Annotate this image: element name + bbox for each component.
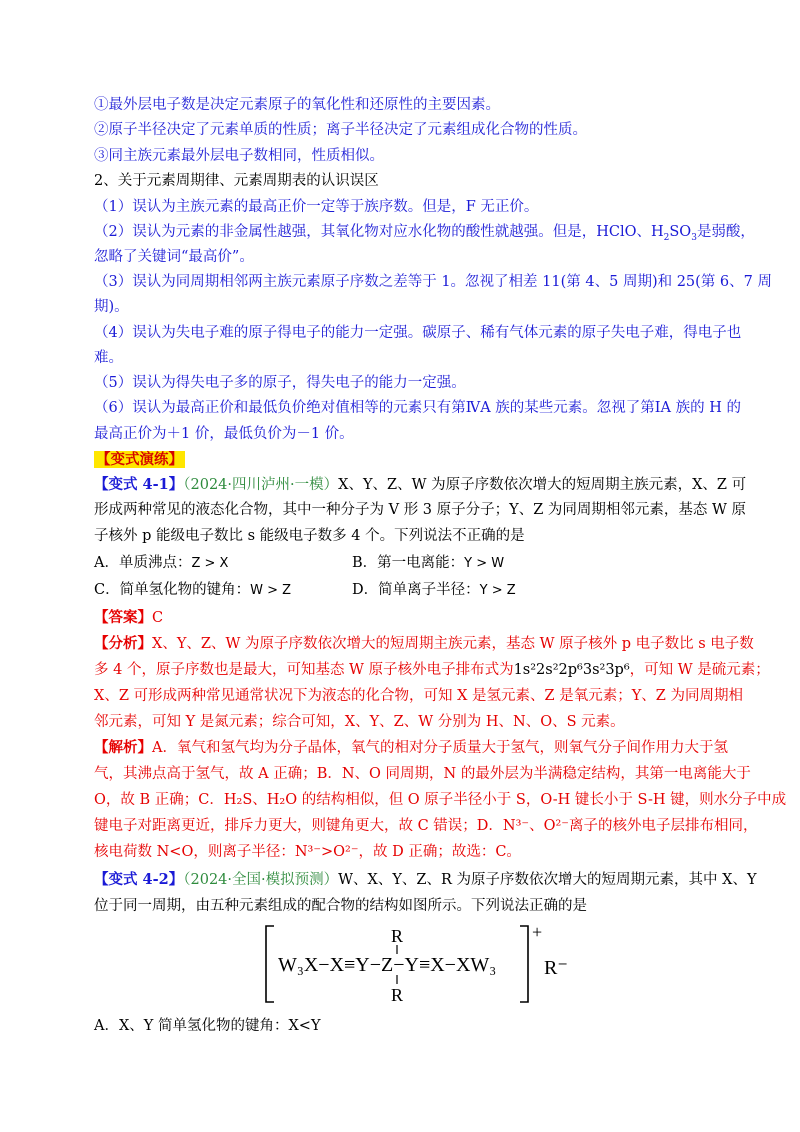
explanation-line-2: 气，其沸点高于氢气，故 A 正确；B．N、O 同周期，N 的最外层为半满稳定结构，其第一电离能大于 bbox=[94, 766, 751, 782]
intro-line-3: ③同主族元素最外层电子数相同，性质相似。 bbox=[94, 148, 384, 164]
complex-structure-formula bbox=[260, 918, 580, 1008]
intro-line-1: ①最外层电子数是决定元素原子的氧化性和还原性的主要因素。 bbox=[94, 97, 500, 113]
question-4-2-line-2: 位于同一周期，由五种元素组成的配合物的结构如图所示。下列说法正确的是 bbox=[94, 898, 587, 914]
misconception-2-line-2: 忽略了关键词“最高价”。 bbox=[94, 249, 254, 265]
question-4-1-line-3: 子核外 p 能级电子数比 s 能级电子数多 4 个。下列说法不正确的是 bbox=[94, 528, 525, 544]
ligand-chain: W₃X−X≡Y−Z−Y≡X−XW₃ bbox=[278, 954, 497, 976]
question-4-1-tag: 【变式 4-1】 bbox=[94, 476, 184, 493]
misconception-3-line-1: （3）误认为同周期相邻两主族元素原子序数之差等于 1。忽视了相差 11(第 4、5 周期)和 25(第 6、7 周 bbox=[94, 274, 772, 290]
analysis-line-2: 多 4 个，原子序数也是最大，可知基态 W 原子核外电子排布式为1s²2s²2p⁶3s²3p⁶，可知 W 是硫元素； bbox=[94, 662, 770, 678]
question-4-1-source: （2024·四川泸州·一模） bbox=[183, 477, 339, 493]
question-4-2-source: （2024·全国·模拟预测） bbox=[183, 872, 339, 888]
misconception-1: （1）误认为主族元素的最高正价一定等于族序数。但是，F 无正价。 bbox=[94, 199, 539, 215]
practice-heading: 【变式演练】 bbox=[96, 451, 183, 468]
option-c: C．简单氢化物的键角：W > Z bbox=[94, 582, 292, 598]
misconception-4-line-1: （4）误认为失电子难的原子得电子的能力一定强。碳原子、稀有气体元素的原子失电子难，得电子也 bbox=[94, 325, 742, 341]
analysis-line-4: 邻元素，可知 Y 是氮元素；综合可知，X、Y、Z、W 分别为 H、N、O、S 元素。 bbox=[94, 714, 625, 730]
option-d: D．简单离子半径：Y > Z bbox=[352, 582, 516, 598]
misconception-4-line-2: 难。 bbox=[94, 350, 123, 366]
explanation-line-5: 核电荷数 N<O，则离子半径：N³⁻>O²⁻，故 D 正确；故选：C。 bbox=[94, 844, 521, 860]
question-4-2-tag: 【变式 4-2】 bbox=[94, 871, 184, 888]
misconception-3-line-2: 期)。 bbox=[94, 299, 129, 315]
answer: 【答案】C bbox=[94, 609, 164, 626]
misconception-2-line-1: （2）误认为元素的非金属性越强，其氧化物对应水化物的酸性就越强。但是，HClO、$H_2SO_3$是弱酸， bbox=[94, 224, 755, 243]
option-b: B．第一电离能：Y > W bbox=[352, 555, 505, 571]
option-a: A．单质沸点：Z > X bbox=[94, 555, 229, 571]
misconception-6-line-2: 最高正价为＋1 价，最低负价为－1 价。 bbox=[94, 426, 354, 442]
electron-config: 1s²2s²2p⁶3s²3p⁶ bbox=[513, 662, 630, 678]
misconception-5: （5）误认为得失电子多的原子，得失电子的能力一定强。 bbox=[94, 375, 466, 391]
question-4-2-line-1: 【变式 4-2】（2024·全国·模拟预测）W、X、Y、Z、R 为原子序数依次增大的短周期元素，其中 X、Y bbox=[94, 871, 757, 888]
explanation-line-3: O，故 B 正确；C．H₂S、H₂O 的结构相似，但 O 原子半径小于 S，O-H 键长小于 S-H 键，则水分子中成 bbox=[94, 792, 787, 808]
explanation-line-1: 【解析】A．氧气和氢气均为分子晶体，氧气的相对分子质量大于氢气，则氧气分子间作用力大于氢 bbox=[94, 739, 728, 756]
r-bottom: R bbox=[391, 985, 404, 1005]
complex-charge: + bbox=[532, 922, 543, 942]
misconception-6-line-1: （6）误认为最高正价和最低负价绝对值相等的元素只有第ⅣA 族的某些元素。忽视了第ⅠA 族的 H 的 bbox=[94, 400, 741, 416]
analysis-line-1: 【分析】X、Y、Z、W 为原子序数依次增大的短周期主族元素，基态 W 原子核外 p 电子数比 s 电子数 bbox=[94, 635, 754, 652]
explanation-line-4: 键电子对距离更近，排斥力更大，则键角更大，故 C 错误；D．N³⁻、O²⁻离子的核外电子层排布相同， bbox=[94, 818, 758, 834]
question-4-1-line-2: 形成两种常见的液态化合物，其中一种分子为 V 形 3 原子分子；Y、Z 为同周期相邻元素，基态 W 原 bbox=[94, 502, 747, 518]
r-top: R bbox=[391, 926, 404, 946]
intro-line-2: ②原子半径决定了元素单质的性质；离子半径决定了元素组成化合物的性质。 bbox=[94, 122, 587, 138]
right-bracket bbox=[520, 926, 528, 1002]
question-4-2-option-a: A．X、Y 简单氢化物的键角：X<Y bbox=[94, 1018, 321, 1034]
left-bracket bbox=[266, 926, 274, 1002]
question-4-1-line-1: 【变式 4-1】（2024·四川泸州·一模）X、Y、Z、W 为原子序数依次增大的短周期主族元素，X、Z 可 bbox=[94, 476, 747, 493]
counter-ion: R⁻ bbox=[544, 957, 568, 979]
section-heading: 2、关于元素周期律、元素周期表的认识误区 bbox=[94, 173, 379, 189]
analysis-line-3: X、Z 可形成两种常见通常状况下为液态的化合物，可知 X 是氢元素、Z 是氧元素；Y、Z 为同周期相 bbox=[94, 688, 743, 704]
